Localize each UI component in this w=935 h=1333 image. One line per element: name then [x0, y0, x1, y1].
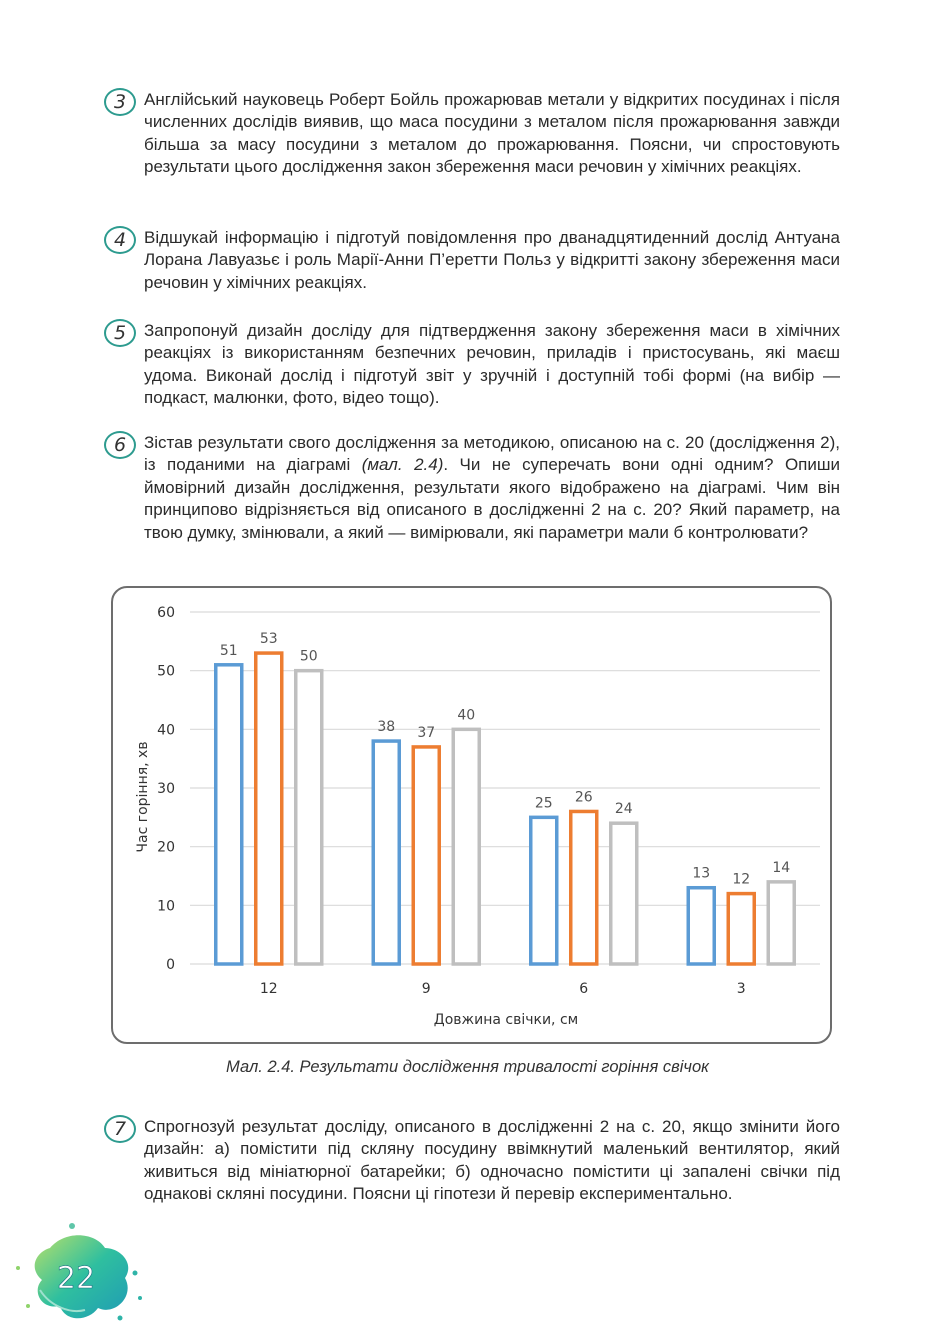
y-tick-label: 0 — [166, 957, 175, 973]
y-axis-label: Час горіння, хв — [135, 741, 151, 853]
data-label: 51 — [219, 642, 238, 659]
page-number: 22 — [56, 1261, 96, 1296]
y-tick-label: 20 — [157, 839, 175, 856]
data-label: 25 — [534, 795, 553, 812]
bar — [571, 811, 597, 964]
x-tick-label: 3 — [736, 981, 746, 997]
data-label: 38 — [377, 719, 396, 736]
y-tick-label: 60 — [157, 605, 175, 621]
y-tick-label: 50 — [157, 663, 175, 680]
data-label: 53 — [259, 631, 278, 648]
x-tick-label: 9 — [421, 981, 431, 997]
task-text: Англійський науковець Роберт Бойль прожарював метали у відкритих посудинах і після численних дослідів виявив, що маса посудини з металом після прожарювання завжди більша за масу посудини з металом до прожарювання. Поясни, чи спростовують результати цього дослідження закон збереження маси речовин у хімічних реакціях. — [144, 90, 840, 177]
page-number-badge — [10, 1218, 150, 1328]
bar-chart — [113, 588, 830, 1042]
bar — [296, 671, 322, 964]
task-number-badge: 3 — [104, 88, 136, 116]
task-text — [144, 432, 840, 544]
data-label: 50 — [299, 648, 318, 665]
bar — [413, 747, 439, 964]
bar — [768, 882, 794, 964]
data-label: 24 — [614, 801, 633, 818]
task-4 — [104, 227, 840, 294]
figure-caption: Мал. 2.4. Результати дослідження тривалості горіння свічок — [226, 1058, 709, 1076]
task-number-badge: 6 — [104, 431, 136, 459]
task-number-badge: 5 — [104, 319, 136, 347]
task-text: Відшукай інформацію і підготуй повідомлення про дванадцятиденний дослід Антуана Лорана Лавуазьє і роль Марії-Анни П’еретти Польз у відкритті закону збереження маси речовин у хімічних реакціях. — [144, 228, 840, 292]
y-tick-label: 30 — [157, 781, 175, 797]
y-tick-label: 10 — [157, 898, 175, 915]
task-3 — [104, 89, 840, 179]
x-tick-label: 6 — [579, 981, 589, 997]
bar — [531, 817, 557, 964]
task-text-part: . Чи не суперечать вони одні одним? Опиши ймовірний дизайн дослідження, результати якого відображено на діаграмі. Чим він принципово відрізняється від описаного в дослідженні 2 на с. 20? Який параметр, на твою думку, змінювали, а який — вимірювали, які параметри мали б контролювати? — [144, 455, 841, 542]
figure-reference: (мал. 2.4) — [361, 455, 444, 475]
data-label: 40 — [457, 707, 476, 724]
task-5 — [104, 320, 840, 410]
task-text-part: Зістав результати свого дослідження за методикою, описаною на с. 20 (дослідження 2), із поданими на діаграмі — [144, 433, 840, 475]
task-text: Запропонуй дизайн досліду для підтвердження закону збереження маси в хімічних реакціях із використанням безпечних речовин, приладів і пристосувань, які маєш удома. Виконай дослід і підготуй звіт у зручній і доступній тобі формі (на вибір — подкаст, малюнки, фото, відео тощо). — [144, 321, 840, 408]
x-axis-label: Довжина свічки, см — [433, 1012, 579, 1028]
bar — [611, 823, 637, 964]
task-7 — [104, 1116, 840, 1206]
bar — [256, 653, 282, 964]
task-text: Спрогнозуй результат досліду, описаного в дослідженні 2 на с. 20, якщо змінити його дизайн: а) помістити під скляну посудину ввімкнутий маленький вентилятор, який живиться від мініатюрної батарейки; б) одночасно помістити ці запалені свічки під однакові скляні посудини. Поясни ці гіпотези й перевір експериментально. — [144, 1117, 840, 1204]
y-tick-label: 40 — [157, 722, 175, 739]
task-number-badge: 4 — [104, 226, 136, 254]
data-label: 13 — [692, 865, 711, 882]
decorative-blob-icon — [10, 1218, 150, 1328]
chart-frame — [111, 586, 832, 1044]
task-number-badge: 7 — [104, 1115, 136, 1143]
x-tick-label: 12 — [259, 981, 278, 997]
data-label: 12 — [732, 871, 751, 888]
data-label: 14 — [772, 859, 791, 876]
bar — [453, 729, 479, 964]
bar — [373, 741, 399, 964]
data-label: 26 — [574, 789, 593, 806]
bar — [216, 665, 242, 964]
task-6 — [104, 432, 840, 544]
bar — [728, 894, 754, 964]
data-label: 37 — [417, 724, 436, 741]
bar — [688, 888, 714, 964]
